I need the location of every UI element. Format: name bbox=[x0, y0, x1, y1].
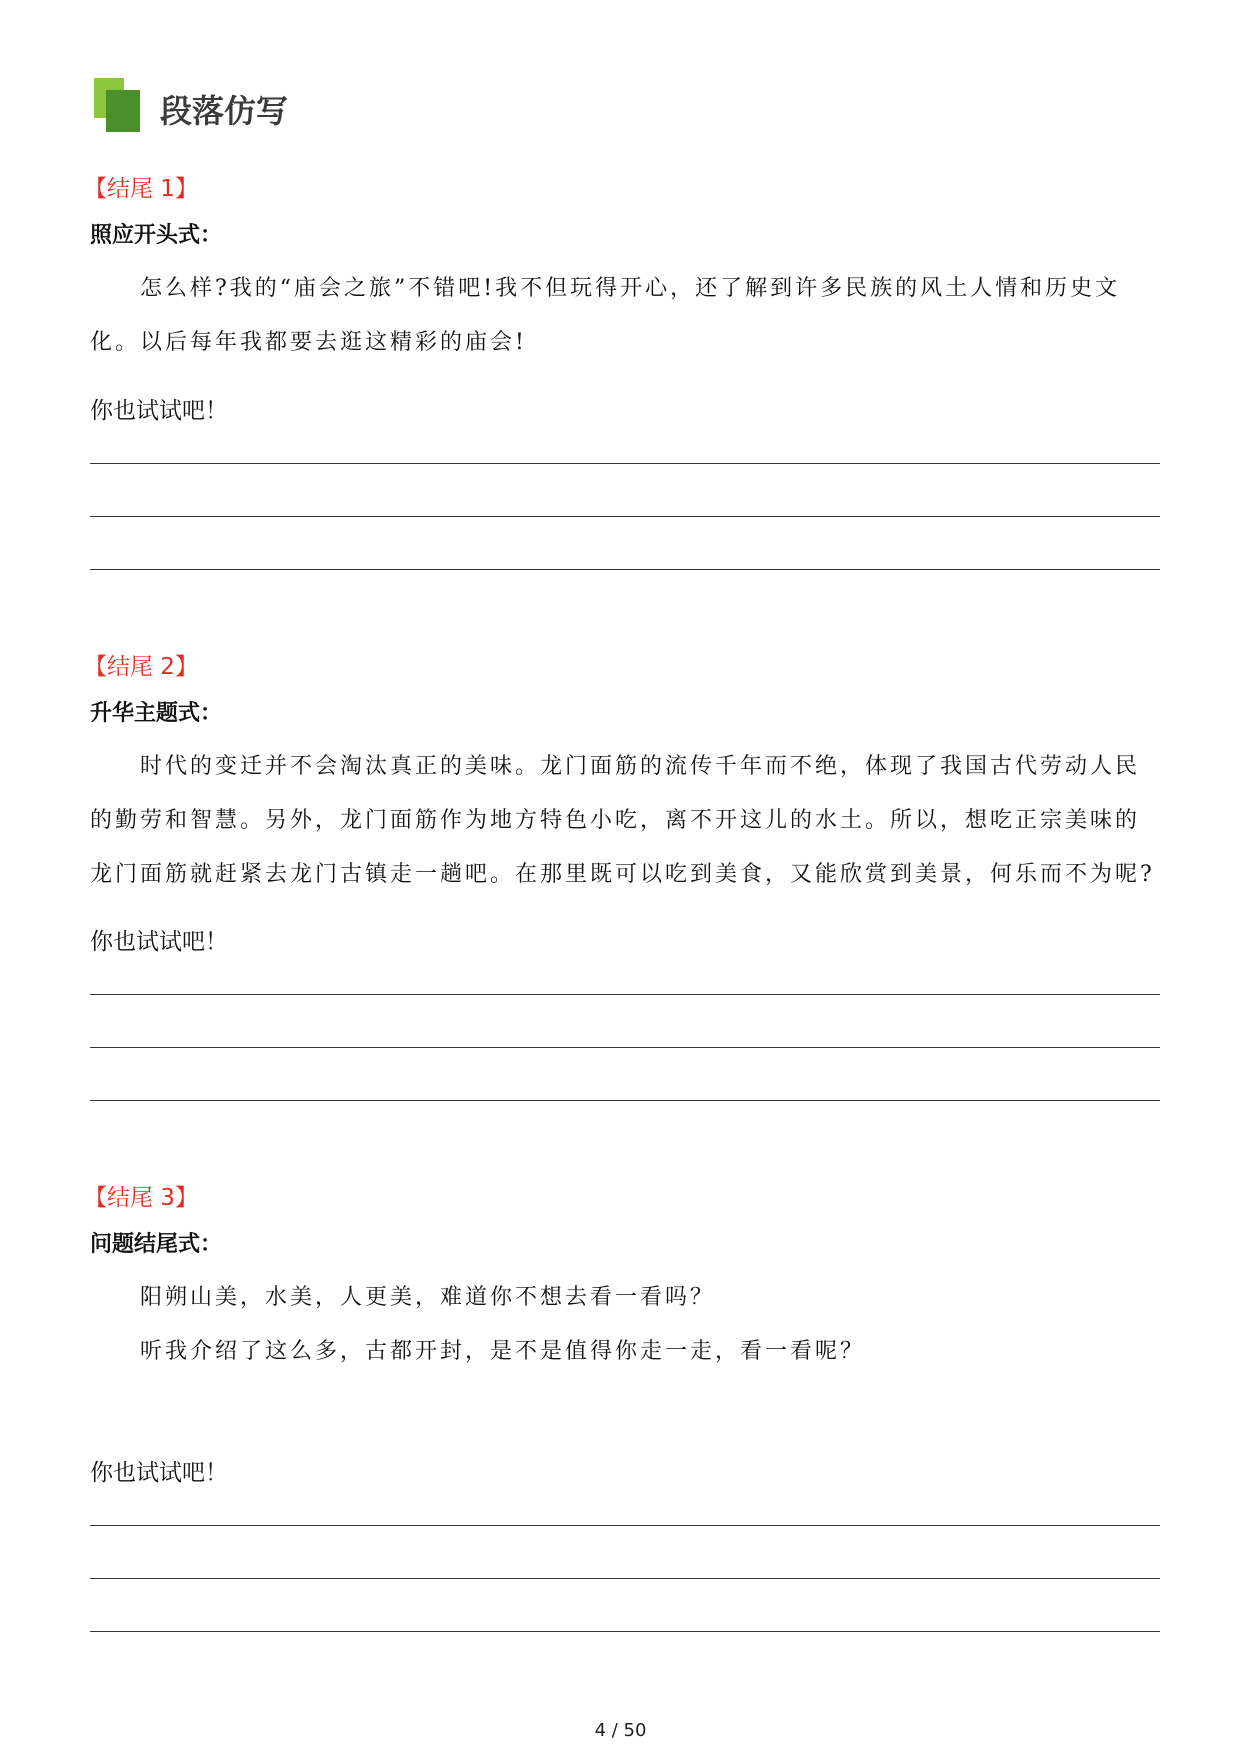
writing-line[interactable] bbox=[90, 1578, 1160, 1579]
section-subtitle: 问题结尾式： bbox=[90, 1231, 223, 1257]
writing-line[interactable] bbox=[90, 1631, 1160, 1632]
example-paragraph: 听我介绍了这么多，古都开封，是不是值得你走一走，看一看呢？ bbox=[140, 1339, 866, 1364]
example-paragraph: 怎么样?我的“庙会之旅”不错吧!我不但玩得开心，还了解到许多民族的风土人情和历史文化。以后每年我都要去逛这精彩的庙会! bbox=[90, 276, 1121, 355]
writing-line[interactable] bbox=[90, 1525, 1160, 1526]
try-prompt: 你也试试吧！ bbox=[90, 398, 228, 424]
example-text bbox=[90, 262, 1160, 370]
section-subtitle: 照应开头式： bbox=[90, 222, 223, 248]
section-subtitle: 升华主题式： bbox=[90, 700, 223, 726]
page-number: 4 / 50 bbox=[594, 1720, 647, 1741]
section-label: 【结尾 2】 bbox=[84, 654, 198, 680]
title-square-icon-front bbox=[106, 90, 140, 132]
writing-line[interactable] bbox=[90, 516, 1160, 517]
section-label: 【结尾 3】 bbox=[84, 1185, 198, 1211]
page-header bbox=[94, 78, 494, 138]
page-title: 段落仿写 bbox=[160, 92, 289, 130]
writing-line[interactable] bbox=[90, 569, 1160, 570]
try-prompt: 你也试试吧！ bbox=[90, 929, 228, 955]
example-paragraph: 阳朔山美，水美，人更美，难道你不想去看一看吗？ bbox=[140, 1285, 716, 1310]
writing-line[interactable] bbox=[90, 1100, 1160, 1101]
example-text bbox=[90, 1271, 1160, 1379]
writing-line[interactable] bbox=[90, 1047, 1160, 1048]
try-prompt: 你也试试吧！ bbox=[90, 1460, 228, 1486]
section-label: 【结尾 1】 bbox=[84, 176, 198, 202]
example-paragraph: 时代的变迁并不会淘汰真正的美味。龙门面筋的流传千年而不绝，体现了我国古代劳动人民的勤劳和智慧。另外，龙门面筋作为地方特色小吃，离不开这儿的水土。所以，想吃正宗美味的龙门面筋就赶紧去龙门古镇走一趟吧。在那里既可以吃到美食，又能欣赏到美景，何乐而不为呢? bbox=[90, 754, 1155, 887]
example-text bbox=[90, 740, 1160, 902]
writing-line[interactable] bbox=[90, 463, 1160, 464]
writing-line[interactable] bbox=[90, 994, 1160, 995]
